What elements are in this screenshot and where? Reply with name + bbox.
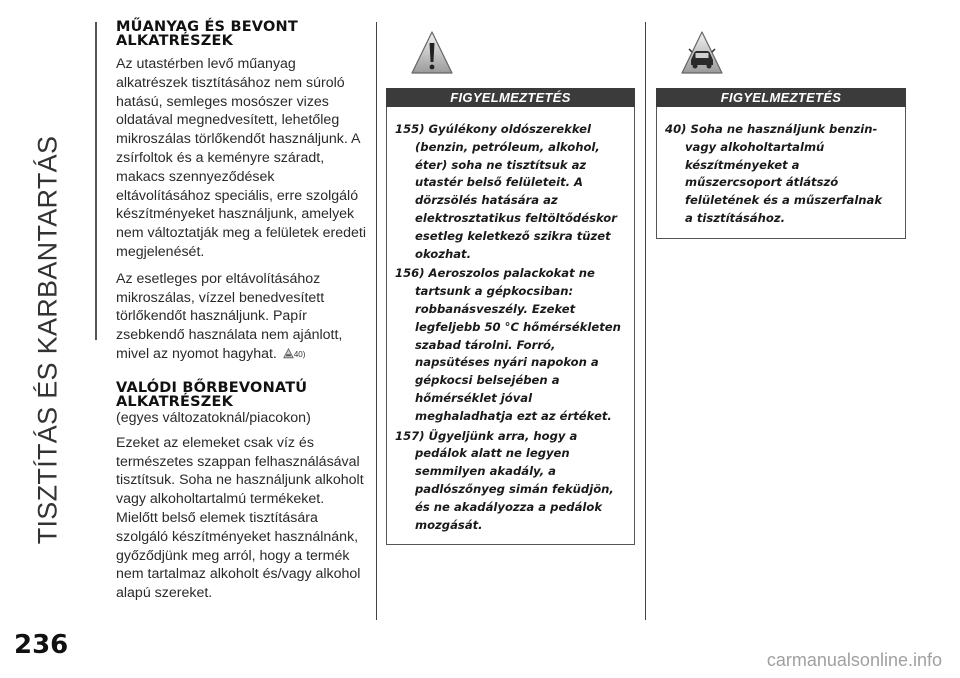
warning-column-2 bbox=[656, 30, 906, 239]
section-heading-plastic bbox=[116, 20, 366, 48]
section-heading-plastic-line1: MŰANYAG ÉS BEVONT bbox=[116, 19, 298, 35]
chapter-title: TISZTÍTÁS ÉS KARBANTARTÁS bbox=[32, 135, 63, 545]
section-heading-leather-line2: ALKATRÉSZEK bbox=[116, 393, 234, 410]
section-heading-plastic-line2: ALKATRÉSZEK bbox=[116, 33, 234, 49]
warning-reference-40: 40) bbox=[293, 349, 306, 359]
plastic-paragraph-2 bbox=[116, 270, 366, 365]
warning-1-title: FIGYELMEZTETÉS bbox=[386, 88, 635, 107]
column-divider-2 bbox=[645, 22, 646, 620]
chapter-title-rule bbox=[95, 22, 97, 340]
section-heading-leather bbox=[116, 381, 366, 409]
watermark: carmanualsonline.info bbox=[766, 650, 942, 670]
warning-2-title: FIGYELMEZTETÉS bbox=[656, 88, 906, 107]
warning-item-156: 156) Aeroszolos palackokat ne tartsunk a gépkocsiban: robbanásveszély. Ezeket legfeljebb 50 °C hőmérsékleten szabad tárolni. Forró, napsütéses nyári napokon a gépkocsi belsejében a hőmérséklet jóval meghaladhatja ezt az értéket. bbox=[395, 266, 621, 423]
plastic-paragraph-1: Az utastérben levő műanyag alkatrészek tisztításához nem súroló hatású, semleges mosószer vizes oldatával megnedvesített, lehetőleg mikroszálas törlőkendőt használjunk. A zsírfoltok és a keményre száradt, makacs szennyeződések eltávolításához speciális, erre szolgáló készítményeket használjunk, amelyek nem változtatják meg a felületek eredeti megjelenését. bbox=[116, 56, 366, 260]
warning-exclamation-icon bbox=[410, 30, 454, 76]
leather-paragraph-1: Ezeket az elemeket csak víz és természetes szappan felhasználásával tisztítsuk. Soha ne használjunk alkoholt vagy alkoholtartalmú termékeket. Mielőtt belső elemek tisztítására szolgáló készítményeket használnánk, győződjünk meg arról, hogy a termék nem tartalmaz alkoholt és/vagy alkohol alapú szereket. bbox=[116, 434, 364, 602]
main-text-column bbox=[116, 20, 366, 603]
leather-subtitle: (egyes változatoknál/piacokon) bbox=[116, 409, 311, 426]
warning-column-1 bbox=[386, 30, 635, 545]
warning-1-box bbox=[386, 107, 635, 545]
warning-item-155: 155) Gyúlékony oldószerekkel (benzin, petróleum, alkohol, éter) soha ne tisztítsuk az utastér belső felületeit. A dörzsölés hatására az elektrosztatikus feltöltődéskor esetleg keletkező szikra tüzet okozhat. bbox=[395, 122, 617, 261]
inline-warning-icon bbox=[283, 348, 294, 359]
section-heading-leather-line1: VALÓDI BŐRBEVONATÚ bbox=[116, 379, 308, 396]
page-number: 236 bbox=[14, 630, 69, 660]
vehicle-damage-warning-icon bbox=[680, 30, 724, 76]
warning-2-box bbox=[656, 107, 906, 239]
warning-item-157: 157) Ügyeljünk arra, hogy a pedálok alatt ne legyen semmilyen akadály, a padlószőnyeg simán feküdjön, és ne akadályozza a pedálok mozgását. bbox=[395, 428, 614, 532]
plastic-paragraph-2-text: Az esetleges por eltávolításához mikroszálas, vízzel benedvesített törlőkendőt használjunk. Papír zsebkendő használata nem ajánlott, mivel az nyomot hagyhat. bbox=[116, 270, 343, 362]
column-divider-1 bbox=[376, 22, 377, 620]
warning-item-40: 40) Soha ne használjunk benzin- vagy alkoholtartalmú készítményeket a műszercsoport átlátszó felületének és a műszerfalnak a tisztításához. bbox=[665, 122, 883, 225]
